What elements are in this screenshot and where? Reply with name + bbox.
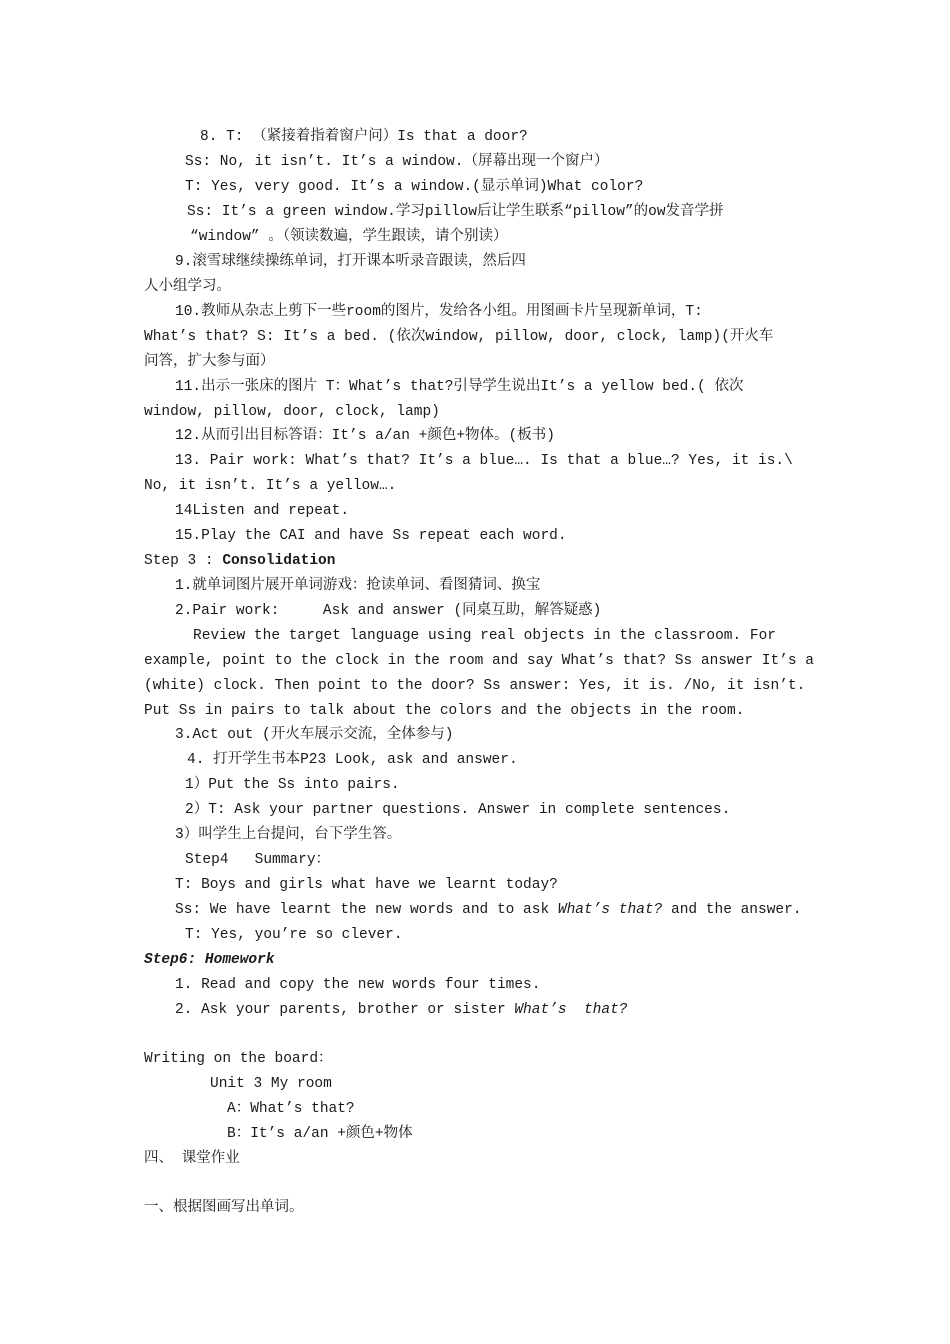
italic-segment: What’s that?: [557, 902, 663, 918]
text-line: T: Yes, very good. It’s a window.(显示单词)What color?: [185, 179, 644, 195]
text-line: B：It’s a/an +颜色+物体: [227, 1126, 413, 1142]
text-line: [175, 1000, 627, 1020]
text-line: Step4 Summary：: [185, 852, 331, 868]
text-line: 人小组学习。: [144, 279, 231, 295]
italic-segment: What’s that?: [514, 1002, 628, 1018]
text-line: Put Ss in pairs to talk about the colors and the objects in the room.: [144, 703, 745, 719]
text-line: T: Yes, you’re so clever.: [185, 927, 403, 943]
text-line: No, it isn’t. It’s a yellow….: [144, 478, 397, 494]
step-label: Step 3 :: [144, 553, 223, 569]
text-line: Unit 3 My room: [210, 1076, 332, 1092]
text-line: 11.出示一张床的图片 T：What’s that?引导学生说出It’s a yellow bed.( 依次: [175, 379, 744, 395]
text-line: 15.Play the CAI and have Ss repeat each word.: [175, 528, 567, 544]
text-line: “window” 。（领读数遍，学生跟读，请个别读）: [190, 229, 508, 245]
text-line: window, pillow, door, clock, lamp): [144, 404, 440, 420]
text-line: 2.Pair work: Ask and answer (同桌互助，解答疑惑): [175, 603, 602, 619]
text-line: example, point to the clock in the room and say What’s that? Ss answer It’s a: [144, 653, 815, 669]
text-line: Ss: No, it isn’t. It’s a window.（屏幕出现一个窗户）: [185, 154, 609, 170]
text-line: A：What’s that?: [227, 1101, 355, 1117]
text-segment: Ss: We have learnt the new words and to ask: [175, 902, 558, 918]
text-line: 13. Pair work: What’s that? It’s a blue…. Is that a blue…? Yes, it is.\: [175, 453, 793, 469]
text-line: 1）Put the Ss into pairs.: [185, 777, 400, 793]
text-line: 8. T: （紧接着指着窗户问）Is that a door?: [200, 129, 528, 145]
text-segment: 2. Ask your parents, brother or sister: [175, 1002, 515, 1018]
step-title: Consolidation: [222, 553, 336, 569]
text-line: What’s that? S: It’s a bed. (依次window, pillow, door, clock, lamp)(开火车: [144, 329, 774, 345]
text-line: Review the target language using real objects in the classroom. For: [193, 628, 776, 644]
step-heading: Step6: Homework: [144, 952, 275, 968]
text-line: 问答，扩大参与面）: [144, 354, 275, 370]
text-line: T: Boys and girls what have we learnt today?: [175, 877, 558, 893]
text-line: 2）T: Ask your partner questions. Answer in complete sentences.: [185, 802, 731, 818]
text-line: 12.从而引出目标答语：It’s a/an +颜色+物体。(板书): [175, 428, 555, 444]
text-line: 9.滚雪球继续操练单词，打开课本听录音跟读，然后四: [175, 254, 526, 270]
text-line: 3）叫学生上台提问，台下学生答。: [175, 827, 402, 843]
text-line: [175, 900, 802, 920]
text-line: 10.教师从杂志上剪下一些room的图片，发给各小组。用图画卡片呈现新单词，T:: [175, 304, 703, 320]
text-line: 1.就单词图片展开单词游戏：抢读单词、看图猜词、换宝: [175, 578, 541, 594]
text-line: Ss: It’s a green window.学习pillow后让学生联系“pillow”的ow发音学拼: [187, 204, 724, 220]
text-line: Writing on the board：: [144, 1051, 333, 1067]
section-heading: 一、根据图画写出单词。: [144, 1200, 304, 1216]
section-heading: 四、 课堂作业: [144, 1151, 240, 1167]
text-segment: and the answer.: [662, 902, 802, 918]
text-line: 1. Read and copy the new words four times.: [175, 977, 541, 993]
text-line: 4. 打开学生书本P23 Look, ask and answer.: [187, 752, 518, 768]
text-line: 3.Act out (开火车展示交流，全体参与): [175, 727, 454, 743]
text-line: 14Listen and repeat.: [175, 503, 350, 519]
text-line: (white) clock. Then point to the door? Ss answer: Yes, it is. /No, it isn’t.: [144, 678, 806, 694]
step-heading: [144, 551, 335, 571]
